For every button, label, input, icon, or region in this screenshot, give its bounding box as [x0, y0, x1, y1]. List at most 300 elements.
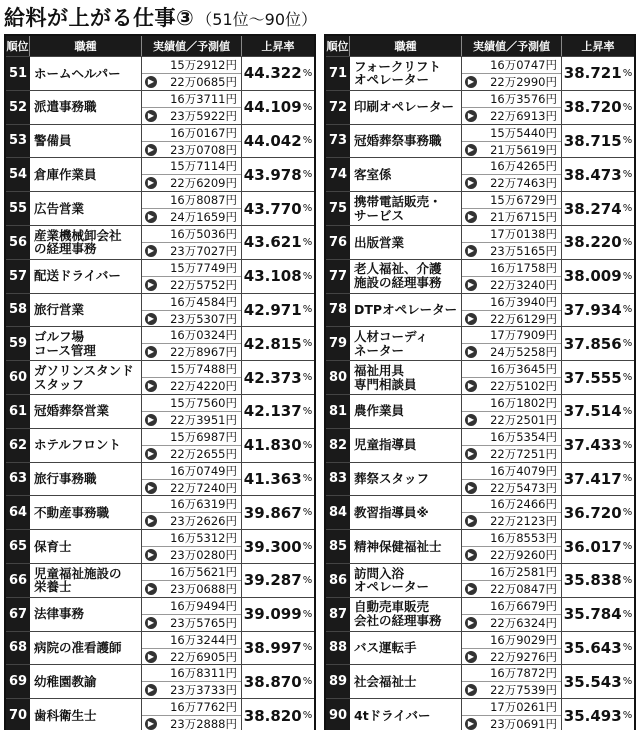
table-row	[6, 529, 314, 563]
percent-sign: %	[622, 338, 633, 350]
header-rank: 順位	[6, 36, 30, 56]
rate-cell	[242, 429, 314, 462]
rank-cell: 74	[326, 158, 350, 191]
predicted-salary: 22万0847円	[490, 581, 557, 596]
table-row	[326, 597, 634, 631]
arrow-right-icon: ▶	[145, 684, 157, 696]
header-rank: 順位	[326, 36, 350, 56]
predicted-salary-wrap	[462, 311, 561, 327]
actual-salary: 16万6679円	[462, 598, 561, 615]
job-cell: 教習指導員※	[350, 496, 462, 529]
job-cell: 保育士	[30, 530, 142, 563]
rate-cell	[562, 260, 634, 293]
rate-value: 43.770	[243, 199, 302, 218]
salary-cell	[462, 125, 562, 158]
job-cell: 児童福祉施設の 栄養士	[30, 564, 142, 597]
percent-sign: %	[302, 338, 313, 350]
table-row	[6, 326, 314, 360]
arrow-right-icon: ▶	[465, 482, 477, 494]
rank-cell: 60	[6, 361, 30, 394]
job-cell: 自動売車販売 会社の経理事務	[350, 598, 462, 631]
arrow-right-icon: ▶	[465, 245, 477, 257]
salary-cell	[462, 226, 562, 259]
rate-cell	[242, 395, 314, 428]
rate-value: 41.830	[243, 436, 302, 455]
arrow-right-icon: ▶	[465, 110, 477, 122]
rate-cell	[242, 327, 314, 360]
rate-value: 36.720	[563, 503, 622, 522]
predicted-salary-wrap	[142, 175, 241, 191]
table-body-left	[6, 56, 314, 730]
rate-value: 42.373	[243, 368, 302, 387]
rate-value: 38.721	[563, 64, 622, 83]
job-cell: 出版営業	[350, 226, 462, 259]
rank-cell: 90	[326, 699, 350, 730]
rate-cell	[242, 564, 314, 597]
rate-cell	[242, 598, 314, 631]
predicted-salary: 22万6324円	[490, 615, 557, 630]
rate-cell	[242, 496, 314, 529]
percent-sign: %	[302, 101, 313, 113]
arrow-right-icon: ▶	[465, 515, 477, 527]
predicted-salary: 23万2626円	[170, 514, 237, 529]
predicted-salary: 22万6129円	[490, 311, 557, 326]
job-cell: 広告営業	[30, 192, 142, 225]
table-row	[6, 563, 314, 597]
predicted-salary: 22万5473円	[490, 480, 557, 495]
rank-cell: 55	[6, 192, 30, 225]
predicted-salary-wrap	[462, 175, 561, 191]
job-cell: 病院の准看護師	[30, 632, 142, 665]
salary-cell	[462, 429, 562, 462]
job-cell: 幼稚園教諭	[30, 665, 142, 698]
job-cell: 精神保健福祉士	[350, 530, 462, 563]
salary-cell	[462, 57, 562, 90]
job-cell: 旅行営業	[30, 294, 142, 327]
predicted-salary: 23万5165円	[490, 243, 557, 258]
rank-cell: 65	[6, 530, 30, 563]
arrow-right-icon: ▶	[145, 718, 157, 730]
arrow-right-icon: ▶	[465, 177, 477, 189]
rate-cell	[562, 564, 634, 597]
ranking-table-left	[4, 34, 316, 730]
predicted-salary: 21万6715円	[490, 210, 557, 225]
arrow-right-icon: ▶	[145, 515, 157, 527]
actual-salary: 16万6319円	[142, 496, 241, 513]
predicted-salary-wrap	[142, 412, 241, 428]
rate-value: 38.720	[563, 98, 622, 117]
percent-sign: %	[302, 372, 313, 384]
rate-cell	[562, 699, 634, 730]
rate-cell	[562, 57, 634, 90]
table-row	[326, 225, 634, 259]
rate-cell	[242, 57, 314, 90]
actual-salary: 17万0138円	[462, 226, 561, 243]
salary-cell	[462, 327, 562, 360]
predicted-salary-wrap	[142, 142, 241, 158]
arrow-right-icon: ▶	[465, 651, 477, 663]
arrow-right-icon: ▶	[465, 313, 477, 325]
table-row	[6, 56, 314, 90]
rate-value: 35.838	[563, 571, 622, 590]
arrow-right-icon: ▶	[145, 177, 157, 189]
predicted-salary-wrap	[142, 209, 241, 225]
table-row	[326, 293, 634, 327]
rank-cell: 87	[326, 598, 350, 631]
percent-sign: %	[622, 270, 633, 282]
actual-salary: 15万7488円	[142, 361, 241, 378]
predicted-salary-wrap	[462, 480, 561, 496]
predicted-salary-wrap	[462, 74, 561, 90]
header-job: 職種	[30, 36, 142, 56]
percent-sign: %	[622, 541, 633, 553]
salary-cell	[462, 361, 562, 394]
rank-cell: 58	[6, 294, 30, 327]
arrow-right-icon: ▶	[145, 651, 157, 663]
actual-salary: 17万0261円	[462, 699, 561, 716]
salary-cell	[462, 665, 562, 698]
salary-cell	[142, 564, 242, 597]
job-cell: 派遣事務職	[30, 91, 142, 124]
job-cell: 倉庫作業員	[30, 158, 142, 191]
rank-cell: 72	[326, 91, 350, 124]
predicted-salary: 23万0708円	[170, 142, 237, 157]
arrow-right-icon: ▶	[465, 549, 477, 561]
rank-cell: 84	[326, 496, 350, 529]
rate-value: 41.363	[243, 469, 302, 488]
job-cell: 冠婚葬祭営業	[30, 395, 142, 428]
rank-cell: 61	[6, 395, 30, 428]
rate-cell	[242, 665, 314, 698]
actual-salary: 16万5621円	[142, 564, 241, 581]
table-row	[326, 124, 634, 158]
job-cell: 福祉用具 専門相談員	[350, 361, 462, 394]
percent-sign: %	[622, 169, 633, 181]
actual-salary: 15万7560円	[142, 395, 241, 412]
job-cell: 配送ドライバー	[30, 260, 142, 293]
table-body-right	[326, 56, 634, 730]
rate-value: 38.274	[563, 199, 622, 218]
percent-sign: %	[622, 101, 633, 113]
rate-value: 35.643	[563, 638, 622, 657]
predicted-salary: 22万0685円	[170, 75, 237, 89]
percent-sign: %	[302, 541, 313, 553]
ranking-table-right	[324, 34, 636, 730]
predicted-salary: 24万1659円	[170, 210, 237, 225]
salary-cell	[142, 327, 242, 360]
table-row	[6, 428, 314, 462]
predicted-salary: 22万5102円	[490, 379, 557, 394]
table-header	[6, 36, 314, 56]
salary-cell	[142, 158, 242, 191]
predicted-salary: 22万6913円	[490, 108, 557, 123]
actual-salary: 16万7872円	[462, 665, 561, 682]
table-row	[326, 326, 634, 360]
actual-salary: 15万7114円	[142, 158, 241, 175]
predicted-salary-wrap	[462, 412, 561, 428]
percent-sign: %	[622, 608, 633, 620]
job-cell: 農作業員	[350, 395, 462, 428]
rate-value: 35.784	[563, 605, 622, 624]
percent-sign: %	[302, 405, 313, 417]
table-row	[6, 495, 314, 529]
table-row	[326, 495, 634, 529]
percent-sign: %	[622, 135, 633, 147]
table-row	[326, 90, 634, 124]
table-row	[6, 360, 314, 394]
actual-salary: 15万6729円	[462, 192, 561, 209]
actual-salary: 16万3940円	[462, 294, 561, 311]
predicted-salary: 22万7251円	[490, 446, 557, 461]
salary-cell	[142, 125, 242, 158]
actual-salary: 17万7909円	[462, 327, 561, 344]
predicted-salary-wrap	[462, 209, 561, 225]
predicted-salary-wrap	[142, 615, 241, 631]
header-job: 職種	[350, 36, 462, 56]
table-row	[326, 360, 634, 394]
job-cell: 冠婚葬祭事務職	[350, 125, 462, 158]
job-cell: 訪問入浴 オペレーター	[350, 564, 462, 597]
job-cell: 歯科衛生士	[30, 699, 142, 730]
rank-cell: 86	[326, 564, 350, 597]
predicted-salary-wrap	[462, 243, 561, 259]
salary-cell	[462, 294, 562, 327]
rank-cell: 69	[6, 665, 30, 698]
rank-cell: 54	[6, 158, 30, 191]
arrow-right-icon: ▶	[465, 414, 477, 426]
salary-cell	[462, 632, 562, 665]
rate-value: 39.867	[243, 503, 302, 522]
actual-salary: 15万6987円	[142, 429, 241, 446]
percent-sign: %	[622, 67, 633, 79]
predicted-salary: 22万5752円	[170, 277, 237, 292]
salary-cell	[462, 530, 562, 563]
salary-cell	[142, 530, 242, 563]
job-cell: 産業機械卸会社 の経理事務	[30, 226, 142, 259]
predicted-salary-wrap	[462, 108, 561, 124]
predicted-salary: 22万7539円	[490, 683, 557, 698]
predicted-salary: 22万8967円	[170, 345, 237, 360]
rank-cell: 81	[326, 395, 350, 428]
rate-value: 44.042	[243, 131, 302, 150]
salary-cell	[462, 496, 562, 529]
salary-cell	[462, 260, 562, 293]
table-row	[326, 631, 634, 665]
percent-sign: %	[302, 473, 313, 485]
arrow-right-icon: ▶	[145, 245, 157, 257]
job-cell: ホームヘルパー	[30, 57, 142, 90]
job-cell: 児童指導員	[350, 429, 462, 462]
arrow-right-icon: ▶	[465, 144, 477, 156]
rate-cell	[562, 598, 634, 631]
table-row	[326, 394, 634, 428]
rate-cell	[562, 632, 634, 665]
rank-cell: 66	[6, 564, 30, 597]
percent-sign: %	[302, 676, 313, 688]
actual-salary: 16万0324円	[142, 327, 241, 344]
predicted-salary-wrap	[142, 74, 241, 90]
salary-cell	[462, 192, 562, 225]
percent-sign: %	[302, 710, 313, 722]
arrow-right-icon: ▶	[465, 448, 477, 460]
predicted-salary-wrap	[462, 378, 561, 394]
rank-cell: 67	[6, 598, 30, 631]
actual-salary: 15万5440円	[462, 125, 561, 142]
rank-cell: 89	[326, 665, 350, 698]
arrow-right-icon: ▶	[465, 380, 477, 392]
predicted-salary: 23万2888円	[170, 717, 237, 730]
percent-sign: %	[622, 203, 633, 215]
job-cell: 旅行事務職	[30, 463, 142, 496]
rate-cell	[562, 125, 634, 158]
rate-value: 39.287	[243, 571, 302, 590]
arrow-right-icon: ▶	[145, 414, 157, 426]
rate-cell	[562, 294, 634, 327]
table-row	[326, 157, 634, 191]
salary-cell	[142, 463, 242, 496]
job-cell: 不動産事務職	[30, 496, 142, 529]
percent-sign: %	[622, 439, 633, 451]
rate-value: 38.220	[563, 233, 622, 252]
rate-value: 38.997	[243, 638, 302, 657]
predicted-salary-wrap	[462, 547, 561, 563]
title-sub: （51位～90位）	[196, 10, 318, 29]
predicted-salary-wrap	[462, 513, 561, 529]
rate-cell	[562, 327, 634, 360]
predicted-salary: 22万7463円	[490, 176, 557, 191]
actual-salary: 16万2466円	[462, 496, 561, 513]
rate-value: 44.322	[243, 64, 302, 83]
rate-value: 39.099	[243, 605, 302, 624]
percent-sign: %	[622, 405, 633, 417]
job-cell: 社会福祉士	[350, 665, 462, 698]
salary-cell	[142, 699, 242, 730]
arrow-right-icon: ▶	[465, 346, 477, 358]
predicted-salary: 23万5765円	[170, 615, 237, 630]
percent-sign: %	[622, 372, 633, 384]
arrow-right-icon: ▶	[145, 144, 157, 156]
job-cell: 法律事務	[30, 598, 142, 631]
table-row	[6, 157, 314, 191]
predicted-salary: 21万5619円	[490, 142, 557, 157]
actual-salary: 16万0749円	[142, 463, 241, 480]
arrow-right-icon: ▶	[465, 211, 477, 223]
percent-sign: %	[302, 236, 313, 248]
rate-value: 38.715	[563, 131, 622, 150]
percent-sign: %	[302, 67, 313, 79]
rank-cell: 57	[6, 260, 30, 293]
rate-cell	[562, 91, 634, 124]
predicted-salary-wrap	[142, 311, 241, 327]
predicted-salary: 22万3240円	[490, 277, 557, 292]
rate-cell	[562, 496, 634, 529]
actual-salary: 15万7749円	[142, 260, 241, 277]
actual-salary: 16万9494円	[142, 598, 241, 615]
actual-salary: 16万8553円	[462, 530, 561, 547]
arrow-right-icon: ▶	[145, 583, 157, 595]
rate-cell	[562, 463, 634, 496]
rank-cell: 79	[326, 327, 350, 360]
job-cell: 警備員	[30, 125, 142, 158]
rate-value: 38.870	[243, 672, 302, 691]
predicted-salary: 23万5922円	[170, 108, 237, 123]
table-row	[326, 664, 634, 698]
rank-cell: 59	[6, 327, 30, 360]
rate-value: 42.971	[243, 300, 302, 319]
predicted-salary: 22万2123円	[490, 514, 557, 529]
rank-cell: 80	[326, 361, 350, 394]
rate-cell	[242, 632, 314, 665]
rank-cell: 70	[6, 699, 30, 730]
rate-value: 43.621	[243, 233, 302, 252]
predicted-salary-wrap	[142, 547, 241, 563]
arrow-right-icon: ▶	[465, 279, 477, 291]
table-row	[326, 259, 634, 293]
predicted-salary: 22万9260円	[490, 548, 557, 563]
rank-cell: 64	[6, 496, 30, 529]
table-row	[6, 124, 314, 158]
percent-sign: %	[302, 608, 313, 620]
predicted-salary: 22万2655円	[170, 446, 237, 461]
rank-cell: 82	[326, 429, 350, 462]
rate-value: 37.934	[563, 300, 622, 319]
predicted-salary: 22万2990円	[490, 75, 557, 89]
job-cell: バス運転手	[350, 632, 462, 665]
header-salary: 実績値／予測値	[462, 36, 562, 56]
rate-cell	[562, 226, 634, 259]
arrow-right-icon: ▶	[465, 583, 477, 595]
rate-cell	[562, 395, 634, 428]
predicted-salary: 22万6905円	[170, 649, 237, 664]
salary-cell	[142, 226, 242, 259]
percent-sign: %	[302, 439, 313, 451]
actual-salary: 16万3244円	[142, 632, 241, 649]
salary-cell	[462, 564, 562, 597]
table-row	[6, 664, 314, 698]
job-cell: ガソリンスタンド スタッフ	[30, 361, 142, 394]
predicted-salary-wrap	[142, 378, 241, 394]
percent-sign: %	[622, 473, 633, 485]
rank-cell: 78	[326, 294, 350, 327]
table-row	[6, 698, 314, 730]
arrow-right-icon: ▶	[145, 313, 157, 325]
arrow-right-icon: ▶	[145, 448, 157, 460]
predicted-salary-wrap	[142, 682, 241, 698]
actual-salary: 16万7762円	[142, 699, 241, 716]
arrow-right-icon: ▶	[145, 110, 157, 122]
rate-value: 38.820	[243, 706, 302, 725]
predicted-salary-wrap	[142, 581, 241, 597]
arrow-right-icon: ▶	[145, 76, 157, 88]
salary-cell	[142, 632, 242, 665]
predicted-salary-wrap	[462, 446, 561, 462]
percent-sign: %	[302, 169, 313, 181]
salary-cell	[462, 395, 562, 428]
predicted-salary: 22万9276円	[490, 649, 557, 664]
rate-value: 36.017	[563, 537, 622, 556]
percent-sign: %	[622, 236, 633, 248]
table-row	[6, 225, 314, 259]
rate-value: 39.300	[243, 537, 302, 556]
percent-sign: %	[622, 676, 633, 688]
actual-salary: 16万5312円	[142, 530, 241, 547]
actual-salary: 16万1758円	[462, 260, 561, 277]
table-row	[326, 563, 634, 597]
rate-cell	[242, 158, 314, 191]
rank-cell: 63	[6, 463, 30, 496]
predicted-salary-wrap	[142, 649, 241, 665]
salary-cell	[142, 294, 242, 327]
